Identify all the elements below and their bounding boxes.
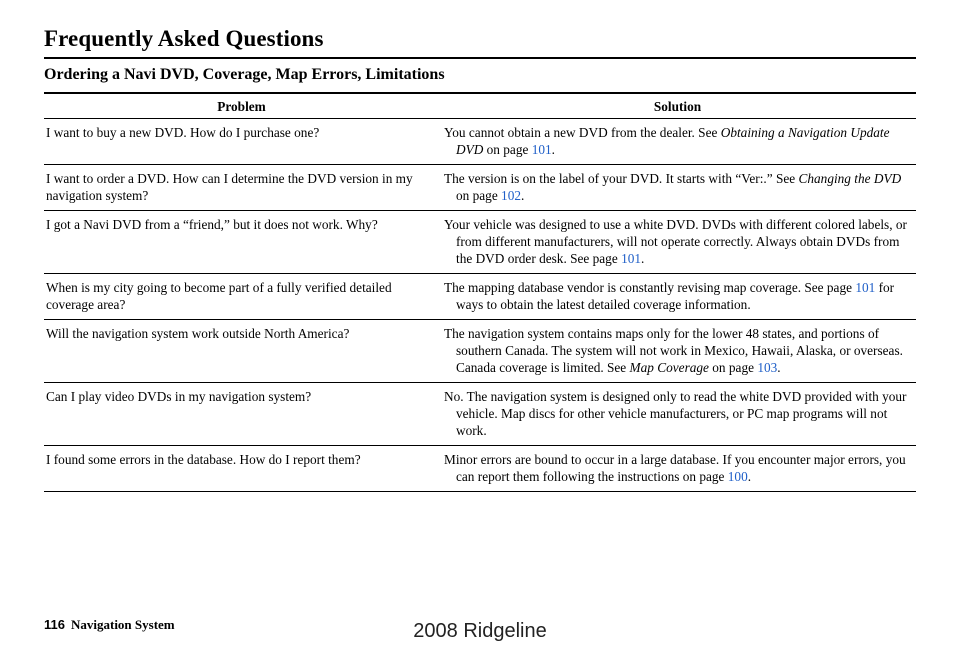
page-link[interactable]: 102	[501, 188, 521, 203]
solution-cell	[439, 320, 916, 383]
solution-cell	[439, 274, 916, 320]
solution-text: You cannot obtain a new DVD from the dealer. See	[444, 125, 721, 140]
page-link[interactable]: 100	[727, 469, 748, 484]
solution-cell	[439, 165, 916, 211]
table-row	[44, 211, 916, 274]
solution-cell	[439, 446, 916, 492]
problem-cell: I want to buy a new DVD. How do I purchase one?	[44, 119, 439, 165]
watermark: 2008 Ridgeline	[413, 620, 547, 642]
solution-text: Minor errors are bound to occur in a large database. If you encounter major errors, you can report them following the instructions on page	[444, 452, 906, 484]
problem-cell: Can I play video DVDs in my navigation system?	[44, 383, 439, 446]
table-row	[44, 446, 916, 492]
solution-text: The navigation system contains maps only for the lower 48 states, and portions of southern Canada. The system will not work in Mexico, Hawaii, Alaska, or overseas. Canada coverage is limited. See	[444, 326, 903, 375]
solution-text: Your vehicle was designed to use a white DVD. DVDs with different colored labels, or from different manufacturers, will not operate correctly. Always obtain DVDs from the DVD order desk. See page	[444, 217, 907, 266]
solution-text: .	[641, 251, 645, 266]
problem-cell: I got a Navi DVD from a “friend,” but it does not work. Why?	[44, 211, 439, 274]
solution-text: .	[747, 469, 752, 484]
title-divider	[44, 57, 916, 59]
page-number: 116	[44, 617, 65, 632]
section-heading: Ordering a Navi DVD, Coverage, Map Errors, Limitations	[44, 66, 445, 83]
page-link[interactable]: 101	[621, 251, 642, 266]
solution-text: No. The navigation system is designed only to read the white DVD provided with your vehicle. Map discs for other vehicle manufacturers, or PC map programs will not work.	[444, 389, 907, 438]
table-row	[44, 274, 916, 320]
solution-text: The mapping database vendor is constantly revising map coverage. See page	[444, 280, 856, 295]
footer-section-title: Navigation System	[70, 617, 175, 632]
cross-reference-title[interactable]: Map Coverage	[629, 360, 709, 375]
solution-text: .	[777, 360, 781, 375]
solution-text: for ways to obtain the latest detailed coverage information.	[456, 280, 895, 312]
solution-text: on page	[708, 360, 758, 375]
page-link[interactable]: 101	[855, 280, 876, 295]
problem-cell: I found some errors in the database. How do I report them?	[44, 446, 439, 492]
header-problem: Problem	[44, 93, 439, 119]
table-row	[44, 320, 916, 383]
problem-cell: Will the navigation system work outside North America?	[44, 320, 439, 383]
page-link[interactable]: 101	[531, 142, 552, 157]
solution-cell	[439, 211, 916, 274]
solution-text: .	[551, 142, 555, 157]
solution-cell	[439, 383, 916, 446]
page-title: Frequently Asked Questions	[44, 26, 324, 51]
table-row	[44, 165, 916, 211]
problem-cell: When is my city going to become part of a fully verified detailed coverage area?	[44, 274, 439, 320]
cross-reference-title[interactable]: Changing the DVD	[798, 171, 902, 186]
table-row	[44, 119, 916, 165]
problem-cell: I want to order a DVD. How can I determine the DVD version in my navigation system?	[44, 165, 439, 211]
table-header-row	[44, 93, 916, 119]
solution-text: on page	[483, 142, 532, 157]
table-row	[44, 383, 916, 446]
solution-text: .	[521, 188, 525, 203]
faq-table	[44, 92, 916, 492]
header-solution: Solution	[439, 93, 916, 119]
solution-cell	[439, 119, 916, 165]
cross-reference-title[interactable]: Obtaining a Navigation Update DVD	[456, 125, 890, 157]
solution-text: The version is on the label of your DVD. It starts with “Ver:.” See	[444, 171, 799, 186]
page-link[interactable]: 103	[757, 360, 778, 375]
solution-text: on page	[456, 188, 502, 203]
